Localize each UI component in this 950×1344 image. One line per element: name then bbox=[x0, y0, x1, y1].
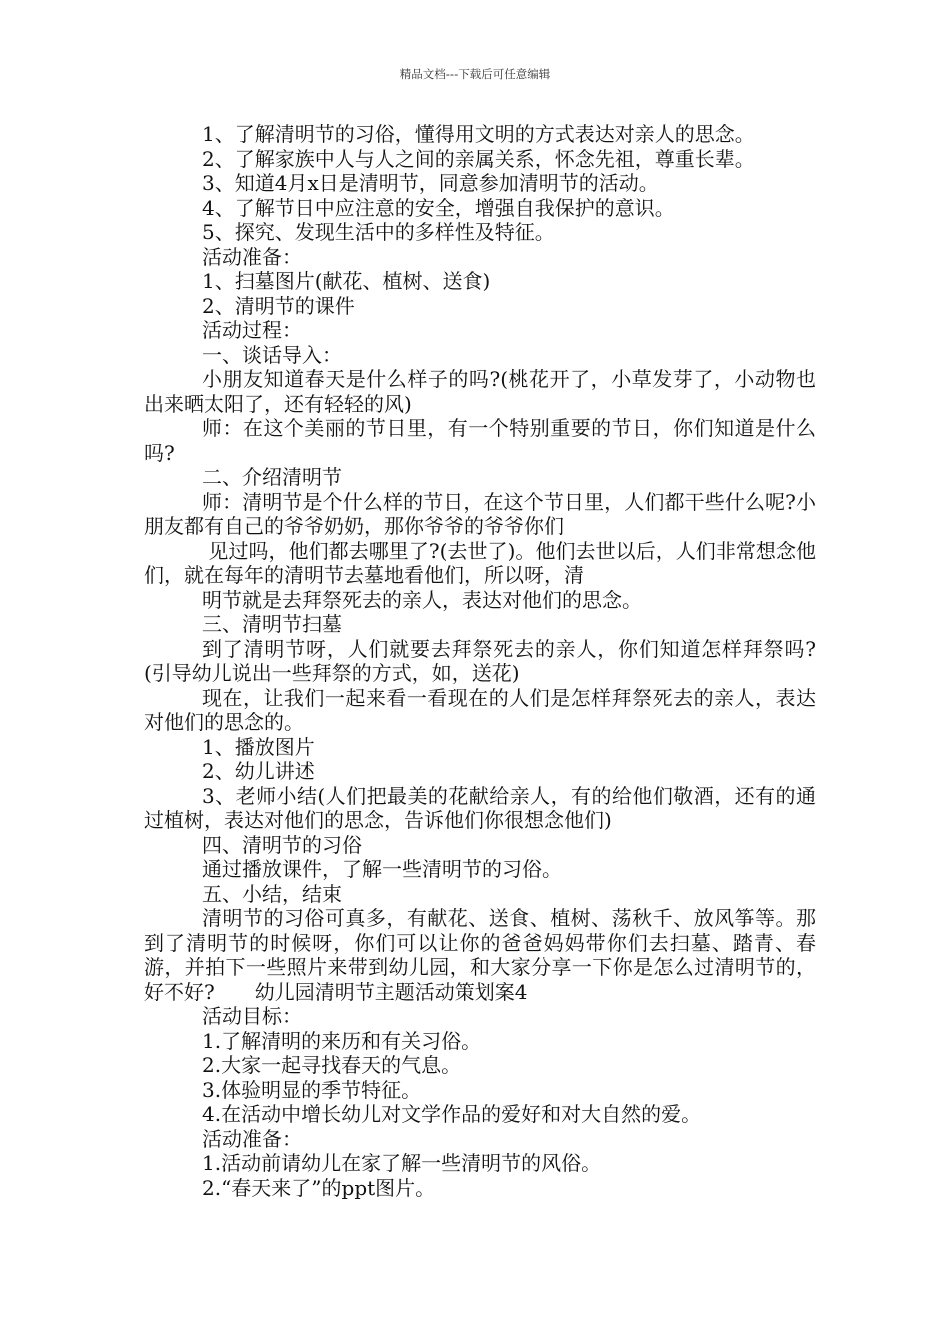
paragraph: 明节就是去拜祭死去的亲人，表达对他们的思念。 bbox=[202, 587, 642, 612]
paragraph: 到了清明节呀，人们就要去拜祭死去的亲人，你们知道怎样拜祭吗?(引导幼儿说出一些拜祭的方式，如，送花) bbox=[144, 636, 816, 685]
paragraph: 2.大家一起寻找春天的气息。 bbox=[202, 1053, 462, 1077]
paragraph: 1、播放图片 bbox=[202, 734, 315, 759]
section-heading: 一、谈话导入： bbox=[202, 342, 342, 367]
section-heading: 活动过程： bbox=[202, 318, 302, 342]
paragraph: 清明节的习俗可真多，有献花、送食、植树、荡秋千、放风筝等。那到了清明节的时候呀，你们可以让你的爸爸妈妈带你们去扫墓、踏青、春游，并拍下一些照片来带到幼儿园，和大家分享一下你是怎么过清明节的，好不好? 幼儿园清明节主题活动策划案4 bbox=[144, 906, 816, 1004]
paragraph: 4、了解节日中应注意的安全，增强自我保护的意识。 bbox=[202, 195, 675, 220]
paragraph: 师：在这个美丽的节日里，有一个特别重要的节日，你们知道是什么吗? bbox=[144, 416, 816, 465]
paragraph: 见过吗，他们都去哪里了?(去世了)。他们去世以后，人们非常想念他们，就在每年的清明节去墓地看他们，所以呀，清 bbox=[144, 538, 817, 587]
paragraph: 3、老师小结(人们把最美的花献给亲人，有的给他们敬酒，还有的通过植树，表达对他们的思念，告诉他们你很想念他们) bbox=[144, 783, 816, 832]
section-heading: 活动准备： bbox=[202, 244, 302, 269]
paragraph: 1、扫墓图片(献花、植树、送食) bbox=[202, 269, 491, 293]
paragraph: 5、探究、发现生活中的多样性及特征。 bbox=[202, 220, 555, 244]
paragraph: 3、知道4月x日是清明节，同意参加清明节的活动。 bbox=[202, 171, 659, 195]
paragraph: 2、清明节的课件 bbox=[202, 293, 355, 318]
section-heading: 五、小结，结束 bbox=[202, 881, 342, 906]
paragraph: 1.活动前请幼儿在家了解一些清明节的风俗。 bbox=[202, 1151, 602, 1175]
section-heading: 三、清明节扫墓 bbox=[202, 612, 342, 636]
section-heading: 二、介绍清明节 bbox=[202, 465, 342, 489]
paragraph: 现在，让我们一起来看一看现在的人们是怎样拜祭死去的亲人，表达对他们的思念的。 bbox=[144, 685, 816, 734]
paragraph: 2.“春天来了”的ppt图片。 bbox=[202, 1175, 436, 1200]
section-heading: 活动准备： bbox=[202, 1126, 302, 1151]
paragraph: 1.了解清明的来历和有关习俗。 bbox=[202, 1028, 482, 1053]
paragraph: 小朋友知道春天是什么样子的吗?(桃花开了，小草发芽了，小动物也出来晒太阳了，还有轻轻的风) bbox=[144, 367, 816, 416]
paragraph: 2、了解家族中人与人之间的亲属关系，怀念先祖，尊重长辈。 bbox=[202, 146, 755, 171]
section-heading: 活动目标： bbox=[202, 1004, 302, 1028]
paragraph: 2、幼儿讲述 bbox=[202, 759, 315, 783]
paragraph: 师：清明节是个什么样的节日，在这个节日里，人们都干些什么呢?小朋友都有自己的爷爷奶奶，那你爷爷的爷爷你们 bbox=[144, 489, 816, 538]
paragraph: 4.在活动中增长幼儿对文学作品的爱好和对大自然的爱。 bbox=[202, 1102, 702, 1126]
section-heading: 四、清明节的习俗 bbox=[202, 832, 362, 857]
paragraph: 1、了解清明节的习俗，懂得用文明的方式表达对亲人的思念。 bbox=[202, 122, 755, 146]
paragraph: 3.体验明显的季节特征。 bbox=[202, 1077, 422, 1102]
page-header: 精品文档---下载后可任意编辑 bbox=[399, 67, 551, 81]
paragraph: 通过播放课件，了解一些清明节的习俗。 bbox=[202, 857, 562, 881]
document-body bbox=[144, 122, 816, 1200]
